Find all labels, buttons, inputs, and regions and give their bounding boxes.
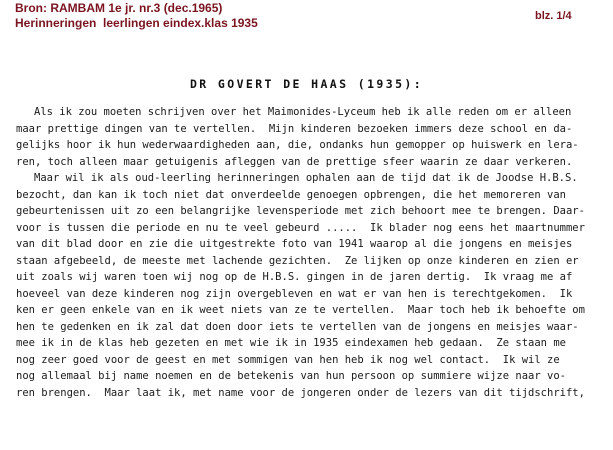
source-reference (15, 1, 258, 31)
text-line: hoeveel van deze kinderen nog zijn overgebleven en wat er van hen is terechtgekomen. Ik (16, 287, 573, 300)
article-body (16, 104, 602, 401)
text-line: Maar wil ik als oud-leerling herinneringen ophalen aan de tijd dat ik de Joodse H.B.S. (34, 172, 578, 184)
text-line: gebeurtenissen uit zo een belangrijke levensperiode met zich behoort mee te brengen. Daar- (16, 205, 585, 217)
text-line: mee ik in de klas heb gezeten en met wie ik in 1935 eindexamen heb gedaan. Ze staan me (16, 337, 566, 349)
text-line: van dit blad door en zie die uitgestrekte foto van 1941 waarop al die jongens en meisjes (16, 238, 573, 250)
text-line: Als ik zou moeten schrijven over het Maimonides-Lyceum heb ik alle reden om er alleen (34, 106, 572, 118)
text-line: bezocht, dan kan ik toch niet dat onverdeelde genoegen opbrengen, die het memoreren van (16, 188, 566, 201)
text-line: ren brengen. Maar laat ik, met name voor de jongeren onder de lezers van dit tijdschrift, (16, 386, 585, 399)
text-line: staan afgebeeld, de meeste met lachende gezichten. Ze lijken op onze kinderen en zien er (16, 254, 579, 267)
text-line: ken er geen enkele van en ik weet niets van ze te vertellen. Maar toch heb ik behoefte om (16, 304, 585, 316)
source-line: Bron: RAMBAM 1e jr. nr.3 (dec.1965) (15, 1, 223, 15)
text-line: nog allemaal bij name noemen en de betekenis van hun persoon op summiere wijze naar vo- (16, 370, 566, 382)
text-line: gelijks hoor ik hun wederwaardigheden aan, die, ondanks hun gemopper op huiswerk en lera- (16, 139, 579, 151)
text-line: hen te gedenken en ik zal dat doen door iets te vertellen van de jongens en meisjes waar- (16, 320, 579, 333)
text-line: voor is tussen die periode en nu te veel gebeurd ..... Ik blader nog eens het maartnummer (16, 221, 585, 234)
text-line: maar prettige dingen van te vertellen. Mijn kinderen bezoeken immers deze school en da- (16, 122, 573, 135)
text-line: uit zoals wij waren toen wij nog op de H.B.S. gingen in de jaren dertig. Ik vraag me af (16, 271, 573, 283)
text-line: ren, toch alleen maar getuigenis afleggen van de prettige sfeer waarin ze daar verkeren. (16, 155, 573, 168)
source-subtitle: Herinneringen leerlingen eindex.klas 1935 (15, 16, 258, 30)
article-title: DR GOVERT DE HAAS (1935): (189, 77, 424, 91)
page-number: blz. 1/4 (535, 10, 572, 22)
text-line: nog zeer goed voor de geest en met sommigen van hen heb ik nog wel contact. Ik wil ze (16, 353, 560, 366)
